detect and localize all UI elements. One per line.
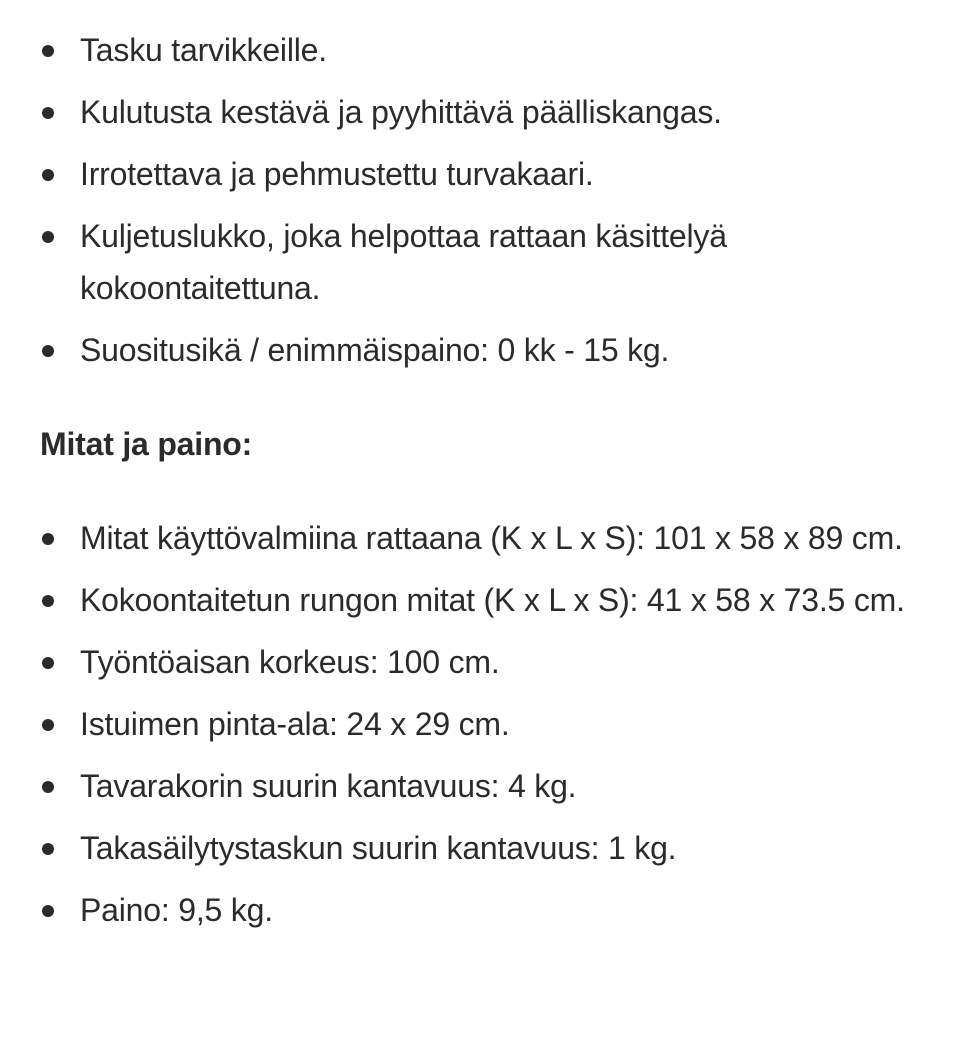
list-item-text: Tavarakorin suurin kantavuus: 4 kg. <box>80 768 577 804</box>
bullet-icon <box>42 231 54 243</box>
section-heading: Mitat ja paino: <box>40 426 253 462</box>
list-item-text: Kulutusta kestävä ja pyyhittävä päälliskangas. <box>80 94 722 130</box>
bullet-icon <box>42 843 54 855</box>
list-item <box>0 884 960 936</box>
list-item-text: Tasku tarvikkeille. <box>80 32 327 68</box>
bullet-icon <box>42 595 54 607</box>
list-item-text: Mitat käyttövalmiina rattaana (K x L x S): 101 x 58 x 89 cm. <box>80 520 903 556</box>
list-item-text: Irrotettava ja pehmustettu turvakaari. <box>80 156 594 192</box>
list-item <box>0 574 960 626</box>
list-item <box>0 210 960 314</box>
list-item-text: Työntöaisan korkeus: 100 cm. <box>80 644 500 680</box>
list-item <box>0 698 960 750</box>
bullet-icon <box>42 905 54 917</box>
list-item <box>0 148 960 200</box>
bullet-icon <box>42 45 54 57</box>
list-item-text: Kokoontaitetun rungon mitat (K x L x S): 41 x 58 x 73.5 cm. <box>80 582 905 618</box>
list-item <box>0 760 960 812</box>
list-item-text: Kuljetuslukko, joka helpottaa rattaan käsittelyä kokoontaitettuna. <box>80 218 727 306</box>
list-item <box>0 24 960 76</box>
list-item <box>0 86 960 138</box>
bullet-icon <box>42 781 54 793</box>
dimensions-list <box>0 512 960 946</box>
list-item-text: Istuimen pinta-ala: 24 x 29 cm. <box>80 706 510 742</box>
features-list <box>0 24 960 386</box>
bullet-icon <box>42 107 54 119</box>
list-item <box>0 822 960 874</box>
bullet-icon <box>42 169 54 181</box>
list-item <box>0 324 960 376</box>
bullet-icon <box>42 657 54 669</box>
bullet-icon <box>42 533 54 545</box>
list-item-text: Paino: 9,5 kg. <box>80 892 273 928</box>
list-item <box>0 512 960 564</box>
list-item-text: Takasäilytystaskun suurin kantavuus: 1 kg. <box>80 830 677 866</box>
list-item <box>0 636 960 688</box>
bullet-icon <box>42 345 54 357</box>
bullet-icon <box>42 719 54 731</box>
list-item-text: Suositusikä / enimmäispaino: 0 kk - 15 kg. <box>80 332 670 368</box>
